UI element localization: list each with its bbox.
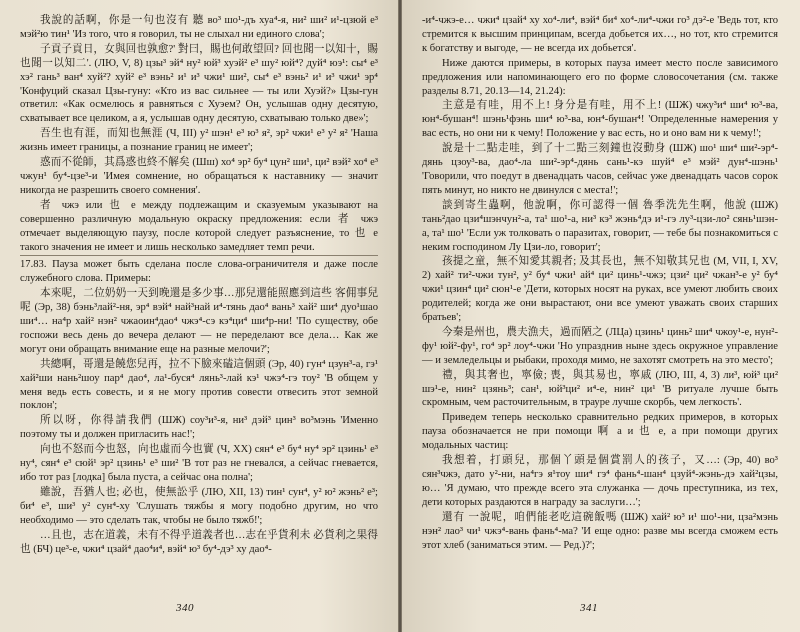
paragraph: 惑而不從師，其爲惑也終不解矣 (Шш) хо⁴ эр² бу⁴ цун² ши¹, ци² вэй² хо⁴ е³ чжун¹ бу⁴-цзе³-и 'Имея сомнение, но обращаться к наставнику — значит никогда не разрешить своего сомнения'. xyxy=(20,157,378,196)
paragraph: 禮，與其奢也，寧儉; 喪，與其易也，寧戚 (ЛЮ, III, 4, 3) ли³, юй³ ци² шэ¹-е, нин² цзянь³; сан¹, юй³ци² и⁴-е, нин² ци¹ 'В ритуале лучше быть скромным, чем расточительным, в трауре лучше скорбь, чем легкость'. xyxy=(422,369,778,409)
page-number: 340 xyxy=(176,602,194,615)
paragraph: …且也，志在道義，未有不得乎道義者也…志在乎貨利未 必貨利之果得也 (БЧ) це³-е, чжи⁴ цзай⁴ дао⁴и⁴, вэй⁴ ю³ бу⁴-дэ³ ху дао⁴- xyxy=(20,529,378,555)
paragraph: 本來呢，二位奶奶一天到晚還是多少事…那兒還能照應到這些 客佣事兒呢 (Эр, 38) бэнь³лай²-ня, эр⁴ вэй⁴ най³най и⁴-тянь дао⁴ вань³ хай² ши⁴ дуо¹шао ши⁴… на⁴р хай² нэн² чжаоин⁴дао⁴ чжэ⁴-сэ кэ⁴ци⁴ ши⁴р-ни! 'По существу, обе госпожи весь день до вечера делают — не переделают все дела… Как же могут они обращать внимание еще на разные мелочи?'; xyxy=(20,288,378,355)
paragraph: 談到寄生蟲啊，他說啊，你可認得一個 魯季洗先生啊，他說 (ШЖ) тань²дао цзи⁴шэнчун²-а, та¹ шо¹-а, ни³ кэ³ жэнь⁴дэ и¹-гэ лу³-цзи-ло² сянь¹шэн-а, та¹ шо¹ 'Если уж толковать о паразитах, говорит, — тебе бы познакомиться с неким господином Лу Цзи-ло, говорит'; xyxy=(422,199,778,253)
paragraph: Ниже даются примеры, в которых пауза имеет место после зависимого предложения или напоминающего его по форме словосочетания (см. также разделы 8.71, 20.13—14, 21.24): xyxy=(422,57,778,97)
paragraph: 雖說，吾猶人也; 必也，使無訟乎 (ЛЮ, XII, 13) тин¹ сун⁴, у² ю² жэнь² е³; би⁴ е³, ши³ у² сун⁴-ху 'Слушать тяжбы я могу подобно другим, но что необходимо — это сделать так, чтобы не было тяжб!'; xyxy=(20,486,378,526)
paragraph: 所以呀，你得請我們 (ШЖ) соу³и³-я, ни³ дэй³ цин³ во³мэнь 'Именно поэтому ты и должен пригласить нас!'; xyxy=(20,415,378,441)
paragraph: Приведем теперь несколько сравнительно редких примеров, в которых пауза обозначается не при помощи 啊 а и 也 е, а при помощи других модальных частиц: xyxy=(422,412,778,452)
page-number: 341 xyxy=(580,602,598,615)
paragraph: 還有 一說呢，咱們能老吃這碗飯嗎 (ШЖ) хай² ю³ и¹ шо¹-ни, цза²мэнь нэн² лао³ чи¹ чжэ⁴-вань фань⁴-ма? 'И еще одно: разве мы всегда сможем есть этот хлеб (заниматься этим. — Ред.)?'; xyxy=(422,511,778,551)
paragraph: 者 чжэ или 也 е между подлежащим и сказуемым указывают на совершенно различную модальную окраску предложения: если 者 чжэ отмечает выделяющую паузу, после которой следует разъяснение, то 也 е такого значения не имеет и лишь несколько замедляет темп речи. xyxy=(20,199,378,253)
left-page xyxy=(0,0,398,632)
paragraph: 今秦是州也，農夫漁夫，過而陋之 (ЛЦа) цзинь¹ цинь² ши⁴ чжоу¹-е, нун²-фу¹ юй²-фу¹, го⁴ эр² лоу⁴-чжи 'Но упразднив ныне здесь окружное управление — и земледельцы и рыбаки, проходя мимо, не захотят смотреть на это место'; xyxy=(422,326,778,366)
paragraph: 吾生也有涯，而知也無涯 (Ч, III) у² шэн¹ е³ ю³ я², эр² чжи¹ е³ у² я² 'Наша жизнь имеет границы, а познание границ не имеет'; xyxy=(20,128,378,154)
section-heading-paragraph: 17.83. Пауза может быть сделана после слова-ограничителя и даже после служебного слова. Примеры: xyxy=(20,255,378,286)
left-page-text xyxy=(20,14,378,556)
paragraph: 孩提之童，無不知愛其親者; 及其長也，無不知敬其兄也 (М, VII, I, XV, 2) хай² ти²-чжи тун², у² бу⁴ чжи¹ ай⁴ ци² цинь¹-чжэ; цзи² ци² чжан³-е у² бу⁴ чжи¹ цзин⁴ ци² сюн¹-е 'Дети, которых носят на руках, все умеют любить своих родителей; когда же они вырастают, они все умеют уважать своих старших братьев'; xyxy=(422,256,778,324)
paragraph: 向也不怒而今也怒，向也虛而今也實 (Ч, XX) сян⁴ е³ бу⁴ ну⁴ эр² цзинь¹ е³ ну⁴, сян⁴ е³ сюй¹ эр² цзинь¹ е³ ши² 'В тот раз не гневался, а сейчас гневается, ибо тот раз [лодка] была пуста, а сейчас она полна'; xyxy=(20,444,378,483)
right-page xyxy=(402,0,800,632)
paragraph: 我想着，打頭兒，那個丫頭是個賞罰人的孩子，又…: (Эр, 40) во³ сян³чжэ, дато у²-ни, на⁴гэ я¹тоу ши⁴ гэ⁴ фань⁴-шан⁴ цзуй⁴-жэнь-дэ хай²цзы, ю… 'Я думаю, что прежде всего эта служанка — дочь преступника, из тех, дети которых раздаются в награду за заслуги…'; xyxy=(422,455,778,508)
paragraph: 主意是有哇，用不上! 身分是有哇，用不上! (ШЖ) чжу³и⁴ ши⁴ ю³-ва, юн⁴-бушан⁴! шэнь¹фэнь ши⁴ ю³-ва, юн⁴-бушан⁴! 'Определенные намерения у вас есть, но они ни к чему! Положение у вас есть, но и оно вам ни к чему!'; xyxy=(422,100,778,140)
paragraph: 共總啊，哥還是饒您兒再，拉不下臉來磕這個頭 (Эр, 40) гун⁴ цзун³-а, гэ¹ хай²ши нань²шоу пар⁴ дао⁴, ла¹-буся⁴ лянь³-лай кэ¹ чжэ⁴-гэ тоу² 'В общем у меня ведь есть совесть, и я не могу против совести отвесить этот земной поклон'; xyxy=(20,358,378,412)
paragraph: 說是十二點走哇，到了十二點三刻鐘也沒動身 (ШЖ) шо¹ ши⁴ ши²-эр⁴-дянь цзоу³-ва, дао⁴-ла ши²-эр⁴-дянь сань¹-кэ шуй⁴ е³ мэй² дун⁴-шэнь¹ 'Говорили, что поедут в двенадцать часов, сейчас уже двенадцать часов сорок пять минут, но никто не двинулся с места!'; xyxy=(422,143,778,196)
paragraph: 我說的話啊，你是一句也沒有 聽 во³ шо¹-дъ хуа⁴-я, ни² ши² и¹-цзюй е³ мэй²ю тин¹ 'Из того, что я говорил, ты не слыхал ни единого слова'; xyxy=(20,15,378,40)
right-page-text xyxy=(422,14,778,552)
paragraph: -и⁴-чжэ-е… чжи⁴ цзай⁴ ху хо⁴-ли⁴, вэй⁴ би⁴ хо⁴-ли⁴-чжи го³ дэ²-е 'Ведь тот, кто стремится к высшим принципам, всегда добьется их…, но тот, кто стремится к богатству и выгоде, — не всегда их добьется'. xyxy=(422,15,778,54)
paragraph: 子貢子貢日，女與回也孰愈?' 對曰，賜也何敢望回? 回也聞一以知十，賜 也聞一以知二'. (ЛЮ, V, 8) цзы³ эй⁴ ну² юй³ хуэй² е³ шу² юй⁴? дуй⁴ юэ¹: сы⁴ е³ хэ² гань³ ван⁴ хуй²? хуй² е³ вэнь² и¹ и³ чжи¹ ши², сы⁴ е³ вэнь² и¹ и³ чжи¹ эр⁴ 'Конфуций сказал Цзы-гуну: «Кто из вас сильнее — ты или Хуэй?» Цзы-гун ответил: «Как осмелюсь я равняться с Хуэем? Он, услышав одну десятую, схватывает все целиком, а я, услышав одну десятую, схватываю только две»'; xyxy=(20,43,378,125)
